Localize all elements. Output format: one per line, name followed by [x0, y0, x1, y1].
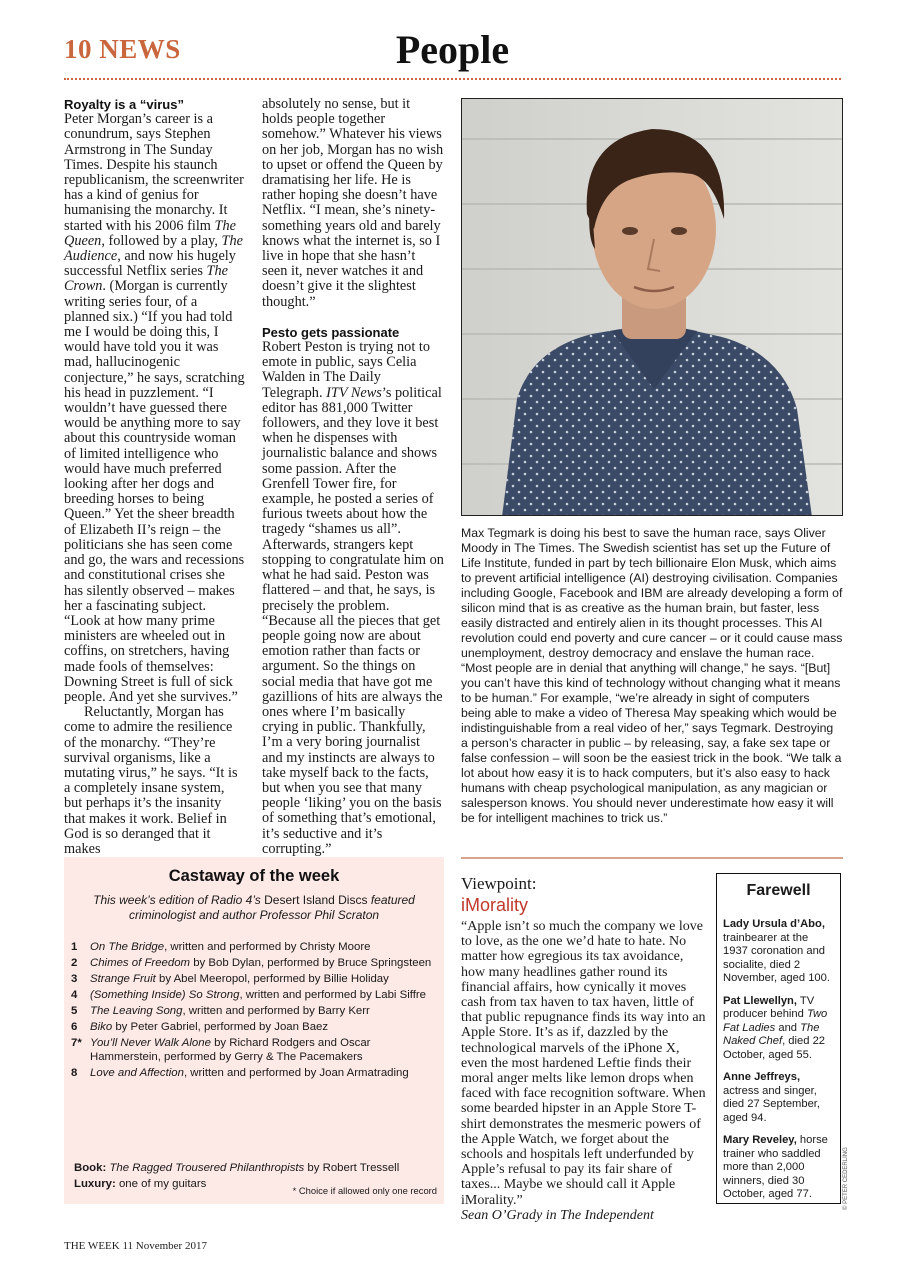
- article-royalty-paragraph-1-run: , followed by a play,: [101, 232, 222, 249]
- article-royalty-paragraph-1-run: The Audience: [64, 232, 243, 265]
- castaway-intro-run: featured criminologist and author Professor Phil Scraton: [128, 893, 415, 922]
- castaway-track: [71, 988, 439, 1002]
- luxury-label: Luxury:: [74, 1178, 116, 1190]
- track-number: 1: [71, 941, 78, 953]
- track-text-run: The Leaving Song: [90, 1005, 183, 1017]
- farewell-item: [723, 918, 834, 986]
- viewpoint-source: Sean O’Grady in The Independent: [461, 1207, 654, 1223]
- article-royalty-paragraph-3: absolutely no sense, but it holds people together somehow.” Whatever his views on her job, Morgan has no wish to upset or offend the Queen by dramatising her life. He is rather hoping she doesn’t have Netflix. “I mean, she’s ninety-something years old and barely knows what the internet is, so I live in hope that she hasn’t seen it, never watches it and doesn’t give it the slightest thought.”: [262, 96, 444, 310]
- farewell-item: [723, 1134, 834, 1202]
- farewell-text-run: , died 22 October, aged 55.: [723, 1035, 826, 1061]
- track-text-run: Love and Affection: [90, 1067, 184, 1079]
- castaway-track: [71, 1036, 439, 1064]
- castaway-intro-run: This week’s edition of Radio 4’s: [93, 893, 265, 907]
- caption-divider: [461, 857, 843, 859]
- viewpoint-title: iMorality: [461, 895, 529, 915]
- header-divider: [64, 78, 841, 80]
- track-number: 7*: [71, 1037, 82, 1049]
- track-text-run: , written and performed by Christy Moore: [164, 941, 371, 953]
- article-royalty-paragraph-1-run: The Crown: [64, 263, 228, 295]
- farewell-text-run: and: [775, 1021, 801, 1034]
- page-title: People: [395, 27, 510, 72]
- track-number: 8: [71, 1067, 78, 1079]
- book-label: Book:: [74, 1162, 107, 1174]
- track-text-run: (Something Inside) So Strong: [90, 989, 240, 1001]
- article-royalty-heading: Royalty is a “virus”: [64, 97, 184, 112]
- castaway-footnote: * Choice if allowed only one record: [292, 1185, 437, 1196]
- farewell-text-run: horse trainer who saddled more than 2,000 winners, died 30 October, aged 77.: [723, 1134, 828, 1200]
- farewell-list: [723, 918, 834, 1202]
- track-number: 4: [71, 989, 78, 1001]
- article-royalty-column-1: [64, 97, 246, 857]
- article-column-2: [262, 97, 444, 857]
- track-text-run: , written and performed by Labi Siffre: [239, 989, 427, 1001]
- farewell-name: Pat Llewellyn,: [723, 994, 797, 1007]
- farewell-text-run: trainbearer at the 1937 coronation and socialite, died 2 November, aged 100.: [723, 931, 830, 984]
- castaway-track: [71, 1004, 439, 1018]
- article-peston-body-run: ITV News: [326, 384, 382, 401]
- article-peston-body: [262, 340, 444, 857]
- viewpoint-label: Viewpoint:: [461, 874, 537, 893]
- castaway-track: [71, 1020, 439, 1034]
- farewell-item: [723, 995, 834, 1063]
- track-number: 5: [71, 1005, 78, 1017]
- track-text-run: Strange Fruit: [90, 973, 156, 985]
- page-number: 10: [64, 34, 92, 64]
- farewell-box: [716, 873, 841, 1204]
- article-peston-body-run: Robert Peston is trying not to emote in public, says Celia Walden in The Daily Telegraph.: [262, 339, 430, 401]
- farewell-name: Lady Ursula d’Abo,: [723, 918, 825, 930]
- viewpoint-column: [461, 874, 709, 1223]
- track-text-run: You’ll Never Walk Alone: [90, 1037, 211, 1049]
- article-royalty-paragraph-1-run: . (Morgan is currently writing series four, of a planned six.) “If you had told me I would be doing this, I would have told you it was mad, hallucinogenic conjecture,” he says, scratching his head in puzzlement. “I wouldn’t have guessed there would be anything more to say about this countryside woman of limited intelligence who would have much preferred looking after her dogs and breeding horses to being Queen.” Yet the sheer breadth of Elizabeth II’s reign – the politicians she has seen come and go, the wars and recessions and constitutional crises she has silently observed – makes her a fascinating subject. “Look at how many prime ministers are wheeled out in coffins, on stretchers, having made fools of themselves: Downing Street is full of sick people. And yet she survives.”: [64, 278, 245, 705]
- track-number: 3: [71, 973, 78, 985]
- track-text-run: Biko: [90, 1021, 113, 1033]
- photo-credit: © PETER CEDERLING: [843, 1147, 849, 1210]
- farewell-name: Mary Reveley,: [723, 1134, 797, 1146]
- castaway-list: [71, 940, 439, 1082]
- track-text-run: by Richard Rodgers and Oscar Hammerstein, performed by Gerry & The Pacemakers: [90, 1037, 371, 1063]
- luxury-value: one of my guitars: [115, 1178, 207, 1190]
- farewell-name: Anne Jeffreys,: [723, 1071, 801, 1083]
- article-royalty-paragraph-1-run: The Queen: [64, 217, 236, 249]
- track-text-run: , written and performed by Joan Armatrading: [183, 1067, 409, 1079]
- article-royalty-paragraph-1: [64, 112, 246, 705]
- farewell-title: Farewell: [746, 882, 811, 899]
- track-text-run: by Peter Gabriel, performed by Joan Baez: [112, 1021, 329, 1033]
- farewell-text-run: TV producer behind: [723, 994, 815, 1020]
- castaway-track: [71, 940, 439, 954]
- castaway-box: [64, 857, 444, 1204]
- page-header: [64, 26, 841, 78]
- article-peston-heading: Pesto gets passionate: [262, 324, 400, 340]
- track-number: 2: [71, 957, 78, 969]
- section-name: NEWS: [99, 34, 181, 64]
- farewell-text-run: The Naked Chef: [723, 1021, 820, 1047]
- track-text-run: , written and performed by Barry Kerr: [182, 1005, 370, 1017]
- page-footer: THE WEEK 11 November 2017: [64, 1240, 207, 1252]
- article-royalty-paragraph-1-run: , and now his hugely successful Netflix series: [64, 248, 236, 280]
- book-author: by Robert Tressell: [304, 1162, 400, 1174]
- track-text-run: Chimes of Freedom: [90, 957, 191, 969]
- farewell-text-run: Two Fat Ladies: [723, 1008, 828, 1034]
- farewell-item: [723, 1071, 834, 1125]
- viewpoint-body: [461, 919, 709, 1223]
- article-royalty-paragraph-2: Reluctantly, Morgan has come to admire the resilience of the monarchy. “They’re survival organisms, like a mutating virus,” he says. “It is a completely insane system, but perhaps it’s the insanity that makes it work. Belief in God is so deranged that it makes: [64, 704, 238, 857]
- track-text-run: On The Bridge: [90, 941, 165, 953]
- castaway-track: [71, 1066, 439, 1080]
- castaway-intro-run: Desert Island Discs: [264, 893, 368, 907]
- portrait-photo: [461, 98, 843, 516]
- article-royalty-paragraph-1-run: Peter Morgan’s career is a conundrum, says Stephen Armstrong in The Sunday Times. Despite his staunch republicanism, the screenwriter has a kind of genius for humanising the monarchy. It started with his 2006 film: [64, 111, 244, 234]
- castaway-track: [71, 956, 439, 970]
- book-title: The Ragged Trousered Philanthropists: [109, 1162, 305, 1174]
- viewpoint-quote: “Apple isn’t so much the company we love to love, as the one we’d hate to hate. No matter how egregious its tax avoidance, how many headlines gather round its financial affairs, how cynically it moves cash from tax haven to tax haven, little of that public repugnance finds its way into an Apple Store. It’s as if, dazzled by the technological marvels of the iPhone X, even the most hardened Leftie finds their moral anger melts like lemon drops when faced with face recognition software. When some bearded hipster in an Apple Store T-shirt demonstrates the mesmeric powers of the Apple Watch, we forget about the schools and hospitals left underfunded by Apple’s refusal to pay its fair share of taxes... Maybe we should call it Apple iMorality.”: [461, 919, 706, 1208]
- track-text-run: by Abel Meeropol, performed by Billie Holiday: [155, 973, 389, 985]
- track-text-run: by Bob Dylan, performed by Bruce Springsteen: [190, 957, 432, 969]
- article-peston-body-run: ’s political editor has 881,000 Twitter followers, and they love it best when he dispenses with journalistic balance and shows some passion. After the Grenfell Tower fire, for example, he posted a series of furious tweets about how the tragedy “shames us all”. Afterwards, strangers kept stopping to congratulate him on what he had said. Peston was flattered – and that, he says, is precisely the problem. “Because all the pieces that get people going now are about emotion rather than facts or argument. So the things on social media that have got me gazillions of hits are always the ones where I’m basically crying in public. Thankfully, I’m a very boring journalist and my instincts are always to take myself back to the facts, but when you see that many people ‘liking’ you on the basis of something that’s emotional, it’s seductive and it’s corrupting.”: [262, 384, 444, 857]
- farewell-text-run: actress and singer, died 27 September, aged 94.: [723, 1084, 821, 1124]
- castaway-title: Castaway of the week: [168, 867, 340, 885]
- portrait-illustration: [462, 99, 843, 516]
- castaway-track: [71, 972, 439, 986]
- castaway-book: [74, 1160, 434, 1176]
- castaway-intro: [82, 893, 426, 923]
- track-number: 6: [71, 1021, 78, 1033]
- photo-caption: Max Tegmark is doing his best to save the human race, says Oliver Moody in The Times. The Swedish scientist has set up the Future of Life Institute, funded in part by tech billionaire Elon Musk, which aims to prevent artificial intelligence (AI) destroying civilisation. Companies including Google, Facebook and IBM are already developing a form of silicon mind that is as creative as the human brain, but faster, less easily distracted and entirely alien in its thought processes. This AI revolution could end poverty and cure cancer – or it could cause mass unemployment, destroy democracy and enslave the human race. “Most people are in denial that anything will change,” he says. “[But] you can’t have this kind of technology without changing what it means to be human.” For example, “we’re already in sight of computers being able to make a video of Theresa May speaking which would be indistinguishable from a real video of her,” says Tegmark. Destroying a person’s character in public – by releasing, say, a fake sex tape or false confession – will soon be the easiest trick in the book. “We talk a lot about how easy it is to hack computers, but it’s also easy to hack humans with cheap psychological manipulation, as any magician or salesperson knows. You should never underestimate how easy it will be for intelligent machines to trick us.”: [461, 526, 843, 825]
